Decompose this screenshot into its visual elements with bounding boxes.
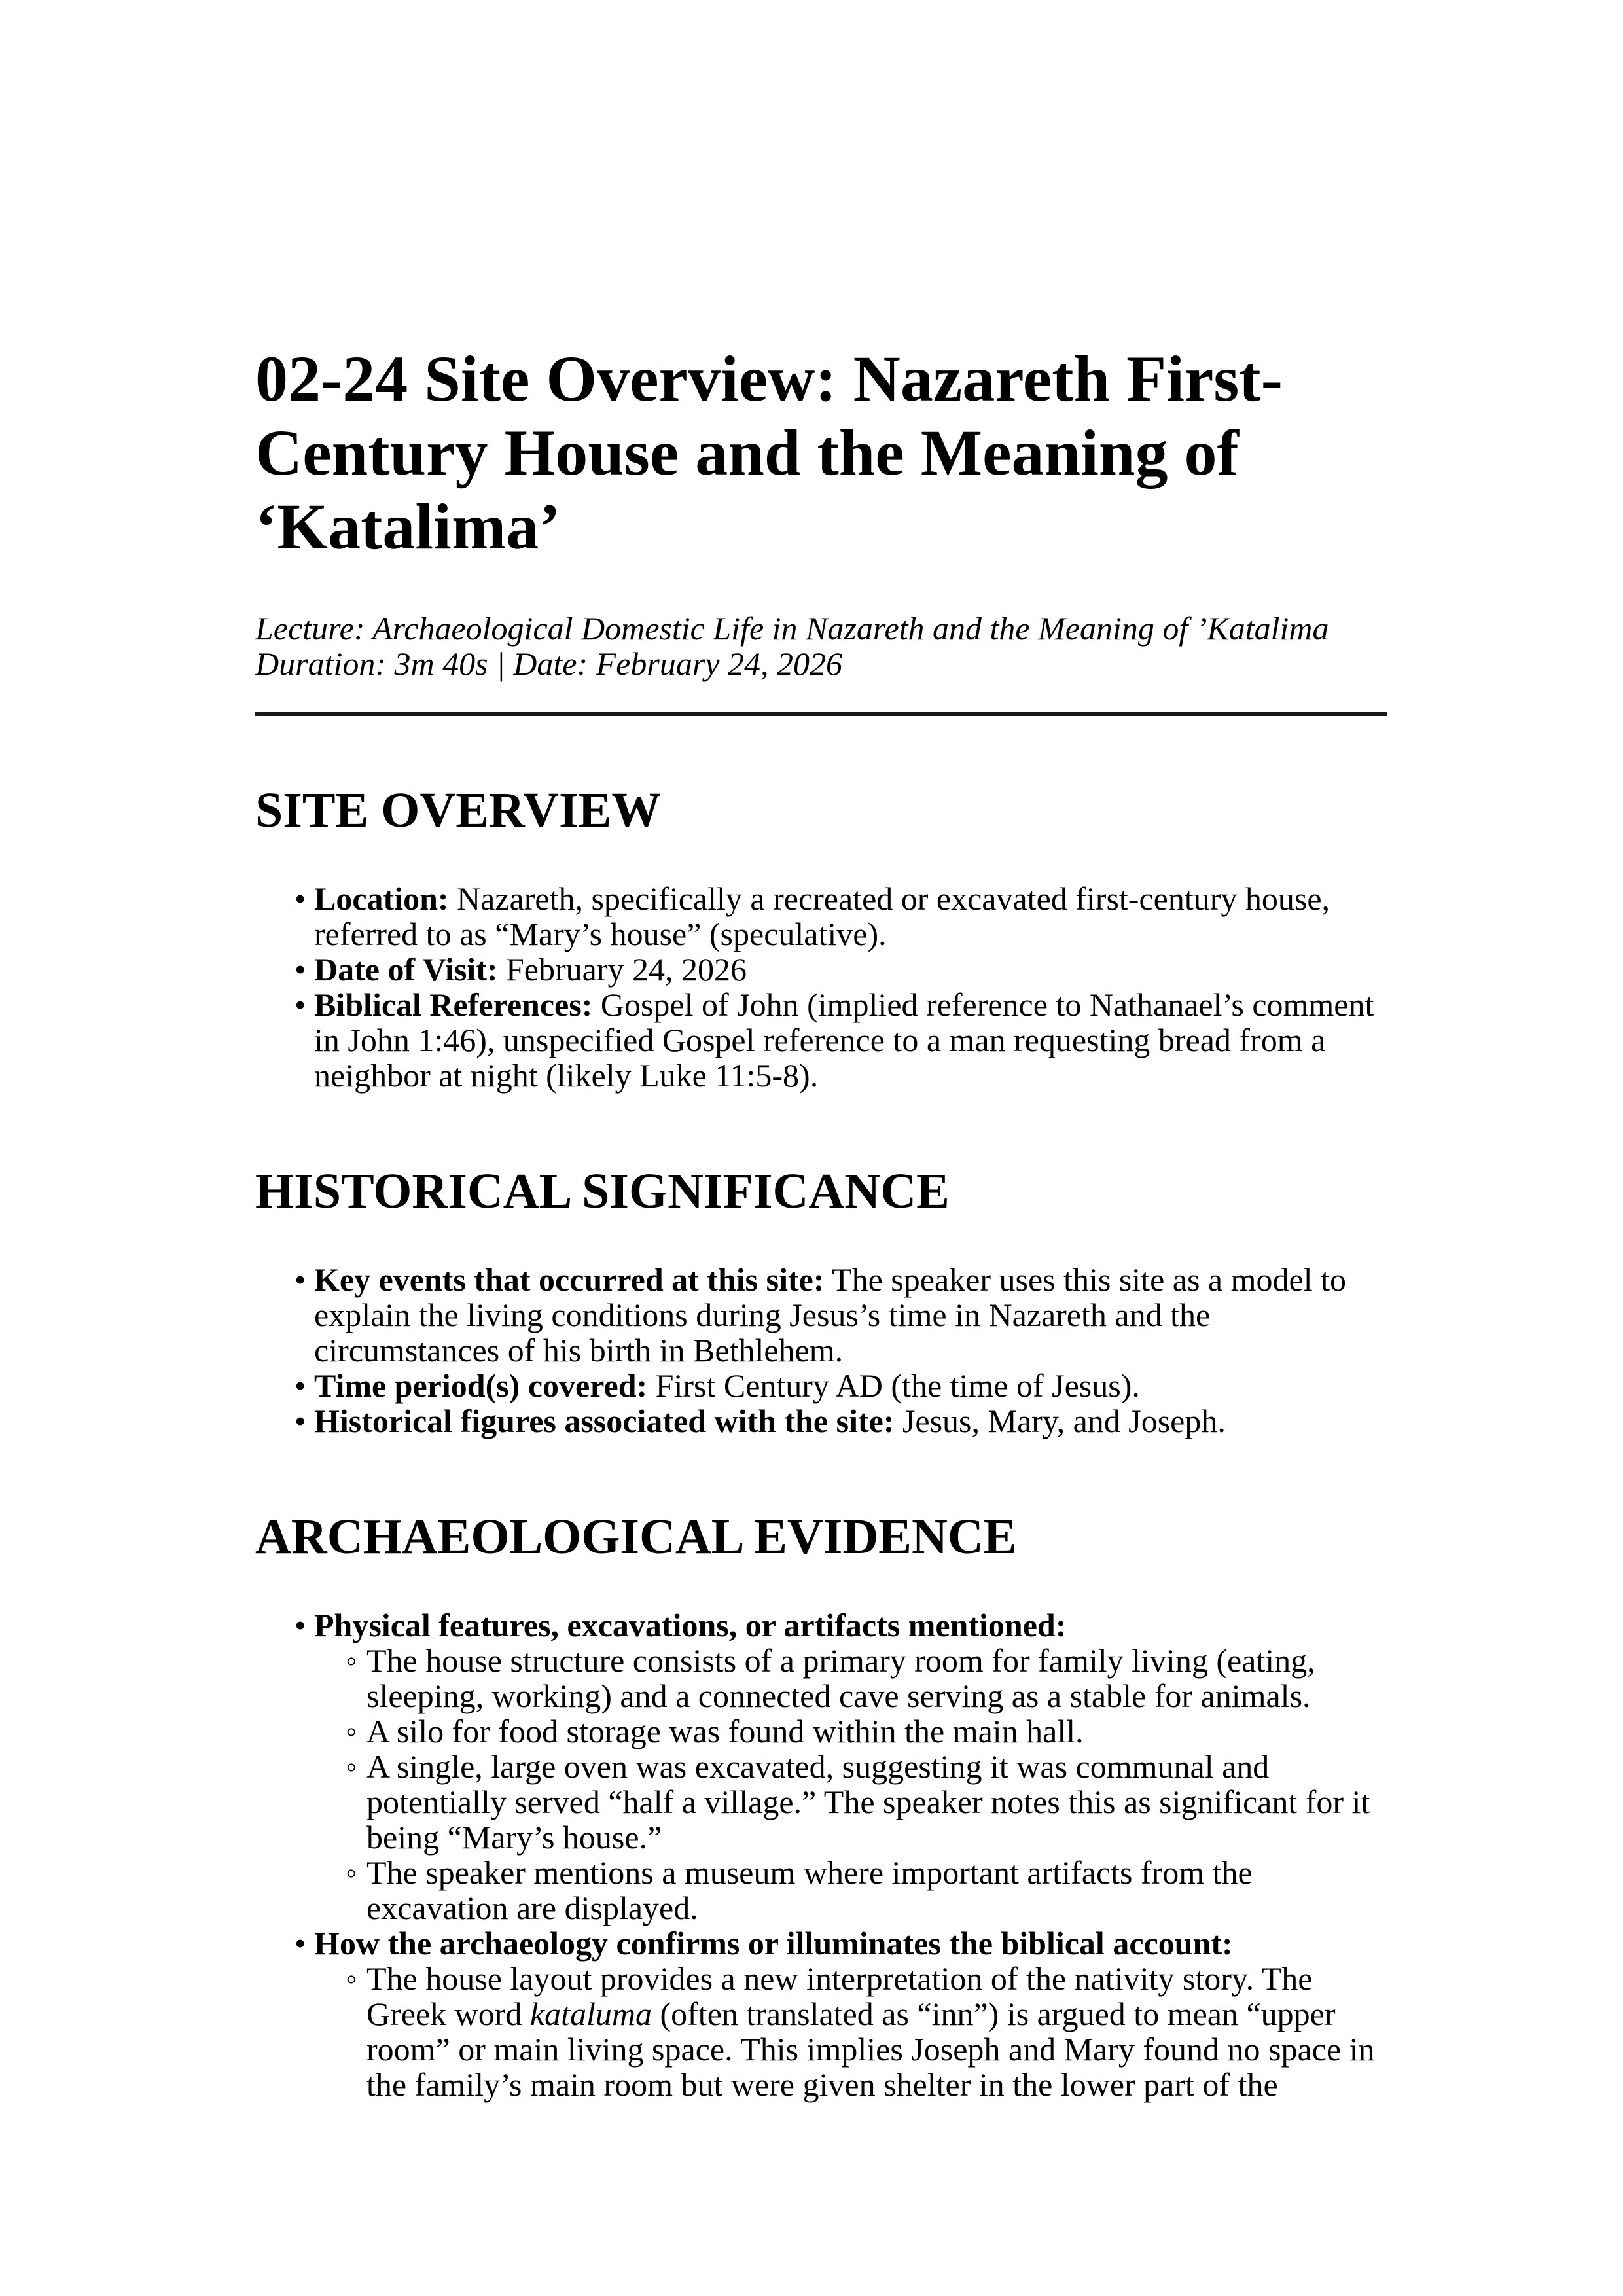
text-run: Nazareth, specifically a recreated or excavated first-century house, referred to as “Mary’s house” (speculative).: [314, 880, 1330, 952]
sub-bullet-list: [314, 1643, 1387, 1926]
text-run: How the archaeology confirms or illuminates the biblical account:: [314, 1925, 1233, 1962]
text-run: A single, large oven was excavated, suggesting it was communal and potentially served “half a village.” The speaker notes this as significant for it being “Mary’s house.”: [366, 1748, 1370, 1856]
list-item: [366, 1713, 1387, 1749]
list-item: [314, 1368, 1387, 1403]
section-heading: SITE OVERVIEW: [255, 783, 662, 838]
section-heading: HISTORICAL SIGNIFICANCE: [255, 1164, 950, 1219]
bullet-list: [255, 881, 1387, 1093]
list-item: [366, 1961, 1387, 2102]
section-heading: ARCHAEOLOGICAL EVIDENCE: [255, 1509, 1017, 1564]
document-section: [255, 782, 1387, 1093]
text-run: The speaker uses this site as a model to explain the living conditions during Jesus’s time in Nazareth and the circumstances of his birth in Bethlehem.: [314, 1261, 1346, 1369]
page-title: 02-24 Site Overview: Nazareth First-Century House and the Meaning of ‘Katalima’: [255, 342, 1283, 563]
subtitle-duration-date-line: Duration: 3m 40s | Date: February 24, 2026: [255, 645, 842, 682]
text-run: Historical figures associated with the site:: [314, 1403, 895, 1439]
text-run: Jesus, Mary, and Joseph.: [894, 1403, 1226, 1439]
text-run: A silo for food storage was found within the main hall.: [366, 1713, 1084, 1749]
text-run: February 24, 2026: [497, 951, 747, 988]
document-section: [255, 1163, 1387, 1439]
bullet-list: [255, 1262, 1387, 1439]
text-run: (often translated as “inn”) is argued to mean “upper room” or main living space. This implies Joseph and Mary found no space in the family’s main room but were given shelter in the lower part of the: [366, 1996, 1375, 2103]
list-item: [366, 1643, 1387, 1713]
text-run: The speaker mentions a museum where important artifacts from the excavation are displayed.: [366, 1854, 1253, 1926]
text-run: Gospel of John (implied reference to Nathanael’s comment in John 1:46), unspecified Gospel reference to a man requesting bread from a neighbor at night (likely Luke 11:5-8).: [314, 986, 1374, 1094]
text-run: Location:: [314, 880, 449, 917]
list-item: [314, 1403, 1387, 1439]
text-run: The house structure consists of a primary room for family living (eating, sleeping, working) and a connected cave serving as a stable for animals.: [366, 1642, 1315, 1714]
document-section: [255, 1509, 1387, 2102]
subtitle-lecture-line: Lecture: Archaeological Domestic Life in Nazareth and the Meaning of ’Katalima: [255, 610, 1329, 647]
text-run: Date of Visit:: [314, 951, 498, 988]
list-item: [366, 1855, 1387, 1926]
subtitle: [255, 611, 1387, 681]
list-item: [314, 1926, 1387, 2102]
text-run: Biblical References:: [314, 986, 593, 1023]
horizontal-divider: [255, 712, 1387, 716]
list-item: [314, 987, 1387, 1093]
text-run: Physical features, excavations, or artifacts mentioned:: [314, 1607, 1067, 1643]
sub-bullet-list: [314, 1961, 1387, 2102]
text-run: Key events that occurred at this site:: [314, 1261, 825, 1298]
list-item: [314, 1262, 1387, 1368]
list-item: [314, 881, 1387, 952]
sections-container: [255, 782, 1387, 2102]
list-item: [314, 952, 1387, 987]
text-run: Time period(s) covered:: [314, 1367, 648, 1404]
list-item: [314, 1607, 1387, 1926]
text-run: kataluma: [529, 1996, 652, 2032]
list-item: [366, 1749, 1387, 1855]
text-run: First Century AD (the time of Jesus).: [647, 1367, 1140, 1404]
bullet-list: [255, 1607, 1387, 2102]
text-run: The house layout provides a new interpretation of the nativity story. The Greek word: [366, 1960, 1313, 2032]
